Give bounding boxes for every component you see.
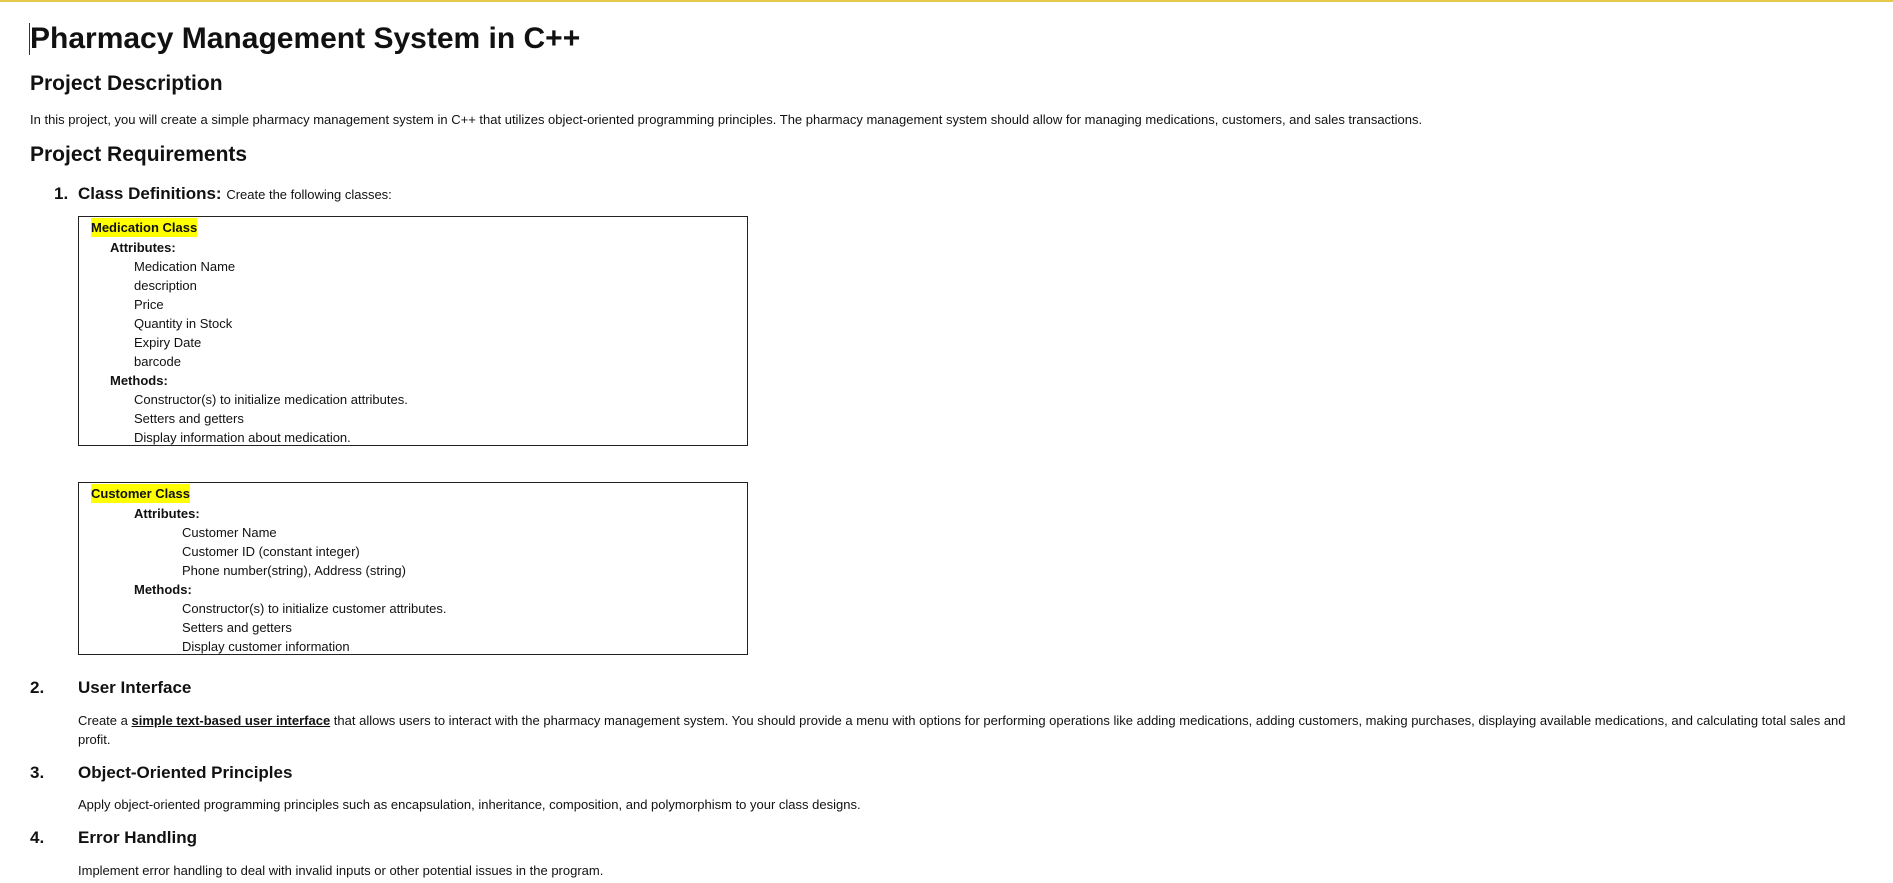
customer-method: Setters and getters: [182, 620, 292, 635]
medication-class-box: [78, 216, 748, 446]
user-interface-text-end: that allows users to interact with the pharmacy management system. You should provide a menu with options for performing operations like adding medications, adding customers, making purchases, displaying available medications, and calculating total sales and profit.: [78, 713, 1846, 747]
error-handling-text: Implement error handling to deal with invalid inputs or other potential issues in the program.: [78, 863, 604, 878]
customer-methods-label: Methods:: [134, 582, 192, 597]
user-interface-text-start: Create a: [78, 713, 132, 728]
heading-project-description: Project Description: [30, 72, 223, 95]
list-number-1: 1.: [54, 184, 69, 203]
medication-attribute: Quantity in Stock: [134, 316, 233, 331]
document-title: Pharmacy Management System in C++: [30, 22, 581, 55]
customer-class-title: Customer Class: [91, 486, 190, 501]
customer-attribute: Customer Name: [182, 525, 277, 540]
class-definitions-item: [78, 183, 392, 206]
heading-project-requirements: Project Requirements: [30, 143, 248, 166]
list-number-4: 4.: [30, 828, 45, 847]
medication-method: Display information about medication.: [134, 430, 351, 445]
medication-attribute: description: [134, 278, 197, 293]
medication-attribute: Price: [134, 297, 164, 312]
medication-attribute: Expiry Date: [134, 335, 202, 350]
medication-attribute: Medication Name: [134, 259, 236, 274]
oop-text: Apply object-oriented programming principles such as encapsulation, inheritance, composition, and polymorphism to your class designs.: [78, 797, 861, 812]
class-definitions-intro: Create the following classes:: [226, 187, 392, 202]
heading-oop: Object-Oriented Principles: [78, 763, 293, 782]
customer-attribute: Customer ID (constant integer): [182, 544, 360, 559]
list-number-3: 3.: [30, 763, 45, 782]
customer-attributes-label: Attributes:: [134, 506, 200, 521]
customer-attribute: Phone number(string), Address (string): [182, 563, 406, 578]
customer-class-box: [78, 482, 748, 655]
list-number-2: 2.: [30, 678, 45, 697]
user-interface-emphasis: simple text-based user interface: [131, 713, 331, 728]
medication-attributes-label: Attributes:: [110, 240, 176, 255]
heading-user-interface: User Interface: [78, 678, 192, 697]
medication-method: Setters and getters: [134, 411, 244, 426]
class-definitions-heading: Class Definitions:: [78, 184, 222, 203]
customer-method: Constructor(s) to initialize customer attributes.: [182, 601, 447, 616]
heading-error-handling: Error Handling: [78, 828, 198, 847]
medication-class-title: Medication Class: [91, 220, 198, 235]
medication-attribute: barcode: [134, 354, 181, 369]
medication-methods-label: Methods:: [110, 373, 168, 388]
project-description-text: In this project, you will create a simple pharmacy management system in C++ that utilizes object-oriented programming principles. The pharmacy management system should allow for managing medications, customers, and sales transactions.: [30, 112, 1423, 127]
user-interface-text: [78, 711, 1858, 749]
medication-method: Constructor(s) to initialize medication attributes.: [134, 392, 408, 407]
customer-method: Display customer information: [182, 639, 350, 654]
